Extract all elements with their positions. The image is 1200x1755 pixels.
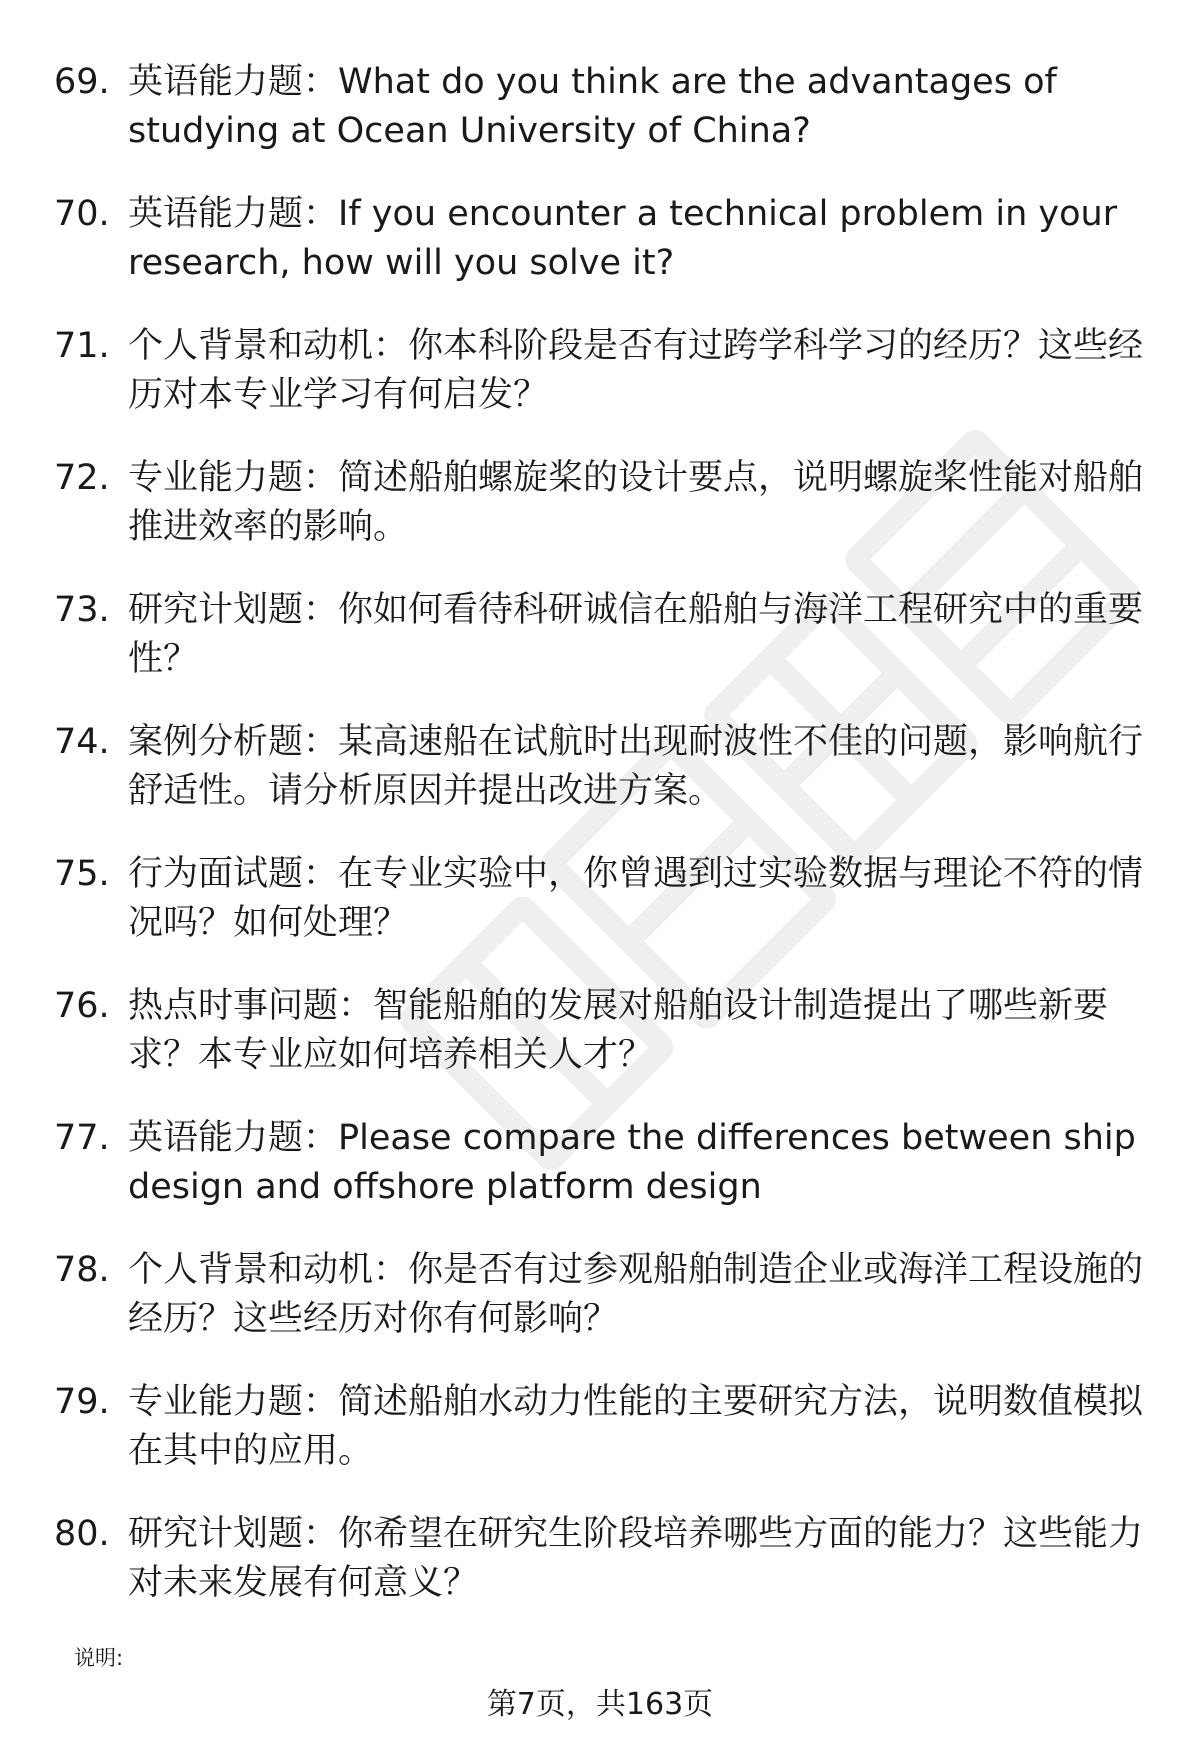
note-label: 说明: — [74, 1646, 124, 1670]
question-item — [54, 1246, 1154, 1378]
question-text: 专业能力题：简述船舶水动力性能的主要研究方法，说明数值模拟在其中的应用。 — [128, 1382, 1144, 1471]
question-text: 英语能力题：What do you think are the advantages of studying at Ocean University of China? — [128, 62, 1057, 151]
question-item — [54, 1510, 1154, 1642]
question-text: 个人背景和动机：你是否有过参观船舶制造企业或海洋工程设施的经历？这些经历对你有何影响？ — [128, 1250, 1144, 1339]
question-number: 73. — [54, 590, 110, 630]
question-number: 70. — [54, 194, 110, 234]
question-item — [54, 1378, 1154, 1510]
question-number: 78. — [54, 1250, 110, 1290]
question-number: 74. — [54, 722, 110, 762]
question-text: 研究计划题：你希望在研究生阶段培养哪些方面的能力？这些能力对未来发展有何意义？ — [128, 1514, 1144, 1603]
question-text: 专业能力题：简述船舶螺旋桨的设计要点，说明螺旋桨性能对船舶推进效率的影响。 — [128, 458, 1144, 547]
question-item — [54, 982, 1154, 1114]
question-item — [54, 850, 1154, 982]
question-number: 69. — [54, 62, 110, 102]
question-text: 行为面试题：在专业实验中，你曾遇到过实验数据与理论不符的情况吗？如何处理？ — [128, 854, 1144, 943]
question-item — [54, 1114, 1154, 1246]
question-number: 71. — [54, 326, 110, 366]
question-list — [54, 58, 1154, 1642]
question-number: 80. — [54, 1514, 110, 1554]
question-text: 案例分析题：某高速船在试航时出现耐波性不佳的问题，影响航行舒适性。请分析原因并提出改进方案。 — [128, 722, 1144, 811]
question-item — [54, 718, 1154, 850]
question-number: 76. — [54, 986, 110, 1026]
question-number: 75. — [54, 854, 110, 894]
question-number: 72. — [54, 458, 110, 498]
question-text: 热点时事问题：智能船舶的发展对船舶设计制造提出了哪些新要求？本专业应如何培养相关人才？ — [128, 986, 1109, 1075]
question-item — [54, 454, 1154, 586]
question-text: 英语能力题：If you encounter a technical problem in your research, how will you solve it? — [128, 194, 1118, 283]
question-item — [54, 322, 1154, 454]
question-item — [54, 190, 1154, 322]
page-footer: 第7页，共163页 — [486, 1687, 714, 1722]
question-text: 个人背景和动机：你本科阶段是否有过跨学科学习的经历？这些经历对本专业学习有何启发？ — [128, 326, 1144, 415]
question-item — [54, 58, 1154, 190]
question-number: 77. — [54, 1118, 110, 1158]
question-text: 英语能力题：Please compare the differences between ship design and offshore platform design — [128, 1118, 1136, 1207]
question-text: 研究计划题：你如何看待科研诚信在船舶与海洋工程研究中的重要性？ — [128, 590, 1144, 679]
question-item — [54, 586, 1154, 718]
question-number: 79. — [54, 1382, 110, 1422]
